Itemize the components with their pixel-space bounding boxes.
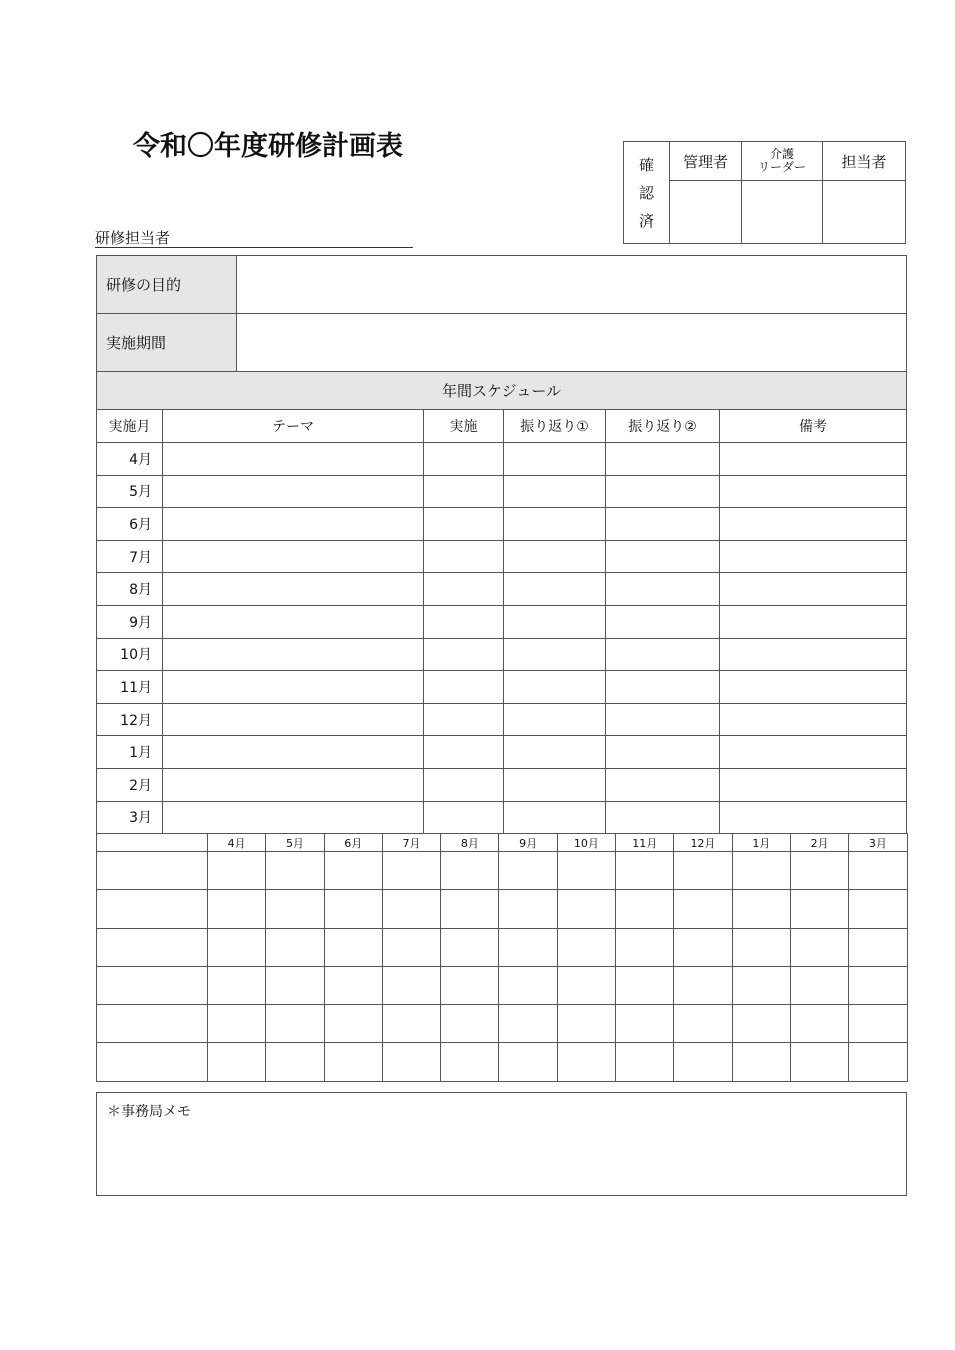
review1-cell[interactable]	[504, 508, 606, 541]
purpose-input[interactable]	[237, 256, 907, 314]
done-cell[interactable]	[424, 475, 504, 508]
grid-cell[interactable]	[208, 966, 266, 1004]
col-header-done: 実施	[424, 410, 504, 443]
grid-cell[interactable]	[499, 1005, 557, 1043]
review2-cell[interactable]	[606, 736, 720, 769]
grid-cell[interactable]	[790, 852, 848, 890]
review1-cell[interactable]	[504, 573, 606, 606]
done-cell[interactable]	[424, 736, 504, 769]
grid-row	[97, 852, 908, 890]
done-cell[interactable]	[424, 801, 504, 834]
schedule-row	[97, 801, 907, 834]
done-cell[interactable]	[424, 540, 504, 573]
grid-month-header: 7月	[382, 834, 440, 852]
grid-month-header: 10月	[557, 834, 615, 852]
theme-cell[interactable]	[163, 736, 424, 769]
notes-cell[interactable]	[720, 703, 907, 736]
grid-cell[interactable]	[732, 1043, 790, 1081]
training-plan-table	[96, 255, 907, 834]
theme-cell[interactable]	[163, 801, 424, 834]
done-cell[interactable]	[424, 768, 504, 801]
month-label: 6月	[97, 508, 163, 541]
review1-cell[interactable]	[504, 605, 606, 638]
grid-cell[interactable]	[674, 1043, 732, 1081]
month-label: 12月	[97, 703, 163, 736]
col-header-review1: 振り返り①	[504, 410, 606, 443]
review1-cell[interactable]	[504, 768, 606, 801]
grid-cell[interactable]	[382, 852, 440, 890]
grid-cell[interactable]	[849, 852, 907, 890]
done-cell[interactable]	[424, 508, 504, 541]
review2-cell[interactable]	[606, 703, 720, 736]
review1-cell[interactable]	[504, 638, 606, 671]
grid-cell[interactable]	[790, 1043, 848, 1081]
grid-cell[interactable]	[208, 1005, 266, 1043]
grid-cell[interactable]	[382, 928, 440, 966]
grid-cell[interactable]	[266, 966, 324, 1004]
memo-box[interactable]	[96, 1092, 907, 1196]
notes-cell[interactable]	[720, 605, 907, 638]
grid-cell[interactable]	[266, 890, 324, 928]
review1-cell[interactable]	[504, 540, 606, 573]
confirmed-label	[624, 142, 670, 244]
grid-cell[interactable]	[208, 852, 266, 890]
theme-cell[interactable]	[163, 443, 424, 476]
review2-cell[interactable]	[606, 508, 720, 541]
grid-month-header: 9月	[499, 834, 557, 852]
grid-cell[interactable]	[557, 966, 615, 1004]
grid-cell[interactable]	[732, 890, 790, 928]
grid-cell[interactable]	[557, 928, 615, 966]
notes-cell[interactable]	[720, 736, 907, 769]
done-cell[interactable]	[424, 605, 504, 638]
grid-cell[interactable]	[441, 852, 499, 890]
grid-cell[interactable]	[557, 1043, 615, 1081]
review2-cell[interactable]	[606, 605, 720, 638]
grid-cell[interactable]	[616, 1043, 674, 1081]
notes-cell[interactable]	[720, 768, 907, 801]
care-leader-stamp-cell[interactable]	[742, 181, 823, 244]
grid-cell[interactable]	[499, 1043, 557, 1081]
schedule-row	[97, 443, 907, 476]
month-label: 1月	[97, 736, 163, 769]
grid-cell[interactable]	[557, 1005, 615, 1043]
approver-staff-header: 担当者	[823, 142, 906, 181]
grid-cell[interactable]	[790, 928, 848, 966]
grid-month-header: 12月	[674, 834, 732, 852]
grid-cell[interactable]	[208, 928, 266, 966]
review2-cell[interactable]	[606, 475, 720, 508]
schedule-row	[97, 671, 907, 704]
schedule-row	[97, 605, 907, 638]
done-cell[interactable]	[424, 671, 504, 704]
grid-row	[97, 966, 908, 1004]
grid-cell[interactable]	[208, 1043, 266, 1081]
col-header-theme: テーマ	[163, 410, 424, 443]
notes-cell[interactable]	[720, 671, 907, 704]
period-input[interactable]	[237, 314, 907, 372]
schedule-row	[97, 508, 907, 541]
month-label: 9月	[97, 605, 163, 638]
grid-cell[interactable]	[732, 852, 790, 890]
review1-cell[interactable]	[504, 671, 606, 704]
month-label: 8月	[97, 573, 163, 606]
schedule-row	[97, 703, 907, 736]
month-label: 5月	[97, 475, 163, 508]
monthly-grid-table	[96, 833, 908, 1082]
month-label: 11月	[97, 671, 163, 704]
grid-cell[interactable]	[382, 890, 440, 928]
grid-cell[interactable]	[266, 1005, 324, 1043]
approval-box	[623, 141, 906, 244]
purpose-label: 研修の目的	[97, 256, 237, 314]
grid-row-label-cell[interactable]	[97, 1043, 208, 1081]
grid-cell[interactable]	[674, 1005, 732, 1043]
notes-cell[interactable]	[720, 638, 907, 671]
grid-cell[interactable]	[266, 852, 324, 890]
staff-stamp-cell[interactable]	[823, 181, 906, 244]
grid-cell[interactable]	[382, 966, 440, 1004]
page-title: 令和〇年度研修計画表	[133, 131, 403, 162]
period-label: 実施期間	[97, 314, 237, 372]
review1-cell[interactable]	[504, 736, 606, 769]
confirmed-char: 認	[638, 183, 654, 202]
theme-cell[interactable]	[163, 508, 424, 541]
grid-cell[interactable]	[616, 966, 674, 1004]
grid-cell[interactable]	[732, 966, 790, 1004]
theme-cell[interactable]	[163, 768, 424, 801]
schedule-row	[97, 573, 907, 606]
grid-row-label-cell[interactable]	[97, 890, 208, 928]
review2-cell[interactable]	[606, 573, 720, 606]
schedule-row	[97, 638, 907, 671]
grid-cell[interactable]	[732, 1005, 790, 1043]
grid-row-label-cell[interactable]	[97, 928, 208, 966]
month-label: 4月	[97, 443, 163, 476]
schedule-row	[97, 736, 907, 769]
theme-cell[interactable]	[163, 703, 424, 736]
memo-label: ＊事務局メモ	[107, 1104, 191, 1120]
grid-cell[interactable]	[266, 928, 324, 966]
grid-cell[interactable]	[441, 890, 499, 928]
schedule-row	[97, 475, 907, 508]
grid-cell[interactable]	[849, 928, 907, 966]
training-person-field[interactable]	[95, 229, 413, 248]
review2-cell[interactable]	[606, 768, 720, 801]
theme-cell[interactable]	[163, 605, 424, 638]
grid-cell[interactable]	[324, 852, 382, 890]
theme-cell[interactable]	[163, 573, 424, 606]
grid-cell[interactable]	[382, 1005, 440, 1043]
grid-cell[interactable]	[849, 966, 907, 1004]
grid-row	[97, 1043, 908, 1081]
grid-month-header: 2月	[790, 834, 848, 852]
confirmed-char: 済	[638, 211, 654, 230]
col-header-month: 実施月	[97, 410, 163, 443]
grid-cell[interactable]	[849, 890, 907, 928]
approver-manager-header: 管理者	[670, 142, 742, 181]
grid-cell[interactable]	[441, 1005, 499, 1043]
grid-cell[interactable]	[441, 1043, 499, 1081]
col-header-notes: 備考	[720, 410, 907, 443]
notes-cell[interactable]	[720, 540, 907, 573]
theme-cell[interactable]	[163, 638, 424, 671]
schedule-row	[97, 768, 907, 801]
approver-care-leader-header: 介護 リーダー	[742, 142, 823, 181]
notes-cell[interactable]	[720, 573, 907, 606]
grid-cell[interactable]	[324, 966, 382, 1004]
grid-row-label-cell[interactable]	[97, 852, 208, 890]
grid-month-header: 6月	[324, 834, 382, 852]
month-label: 7月	[97, 540, 163, 573]
grid-corner-cell	[97, 834, 208, 852]
grid-cell[interactable]	[499, 928, 557, 966]
col-header-review2: 振り返り②	[606, 410, 720, 443]
notes-cell[interactable]	[720, 443, 907, 476]
confirmed-char: 確	[638, 155, 654, 174]
grid-cell[interactable]	[557, 890, 615, 928]
review2-cell[interactable]	[606, 443, 720, 476]
theme-cell[interactable]	[163, 475, 424, 508]
manager-stamp-cell[interactable]	[670, 181, 742, 244]
done-cell[interactable]	[424, 703, 504, 736]
grid-cell[interactable]	[674, 928, 732, 966]
grid-cell[interactable]	[849, 1005, 907, 1043]
done-cell[interactable]	[424, 573, 504, 606]
month-label: 10月	[97, 638, 163, 671]
theme-cell[interactable]	[163, 671, 424, 704]
grid-row-label-cell[interactable]	[97, 966, 208, 1004]
month-label: 2月	[97, 768, 163, 801]
grid-month-header: 8月	[441, 834, 499, 852]
grid-cell[interactable]	[732, 928, 790, 966]
grid-cell[interactable]	[616, 1005, 674, 1043]
grid-cell[interactable]	[674, 852, 732, 890]
grid-cell[interactable]	[674, 890, 732, 928]
grid-row-label-cell[interactable]	[97, 1005, 208, 1043]
theme-cell[interactable]	[163, 540, 424, 573]
grid-cell[interactable]	[382, 1043, 440, 1081]
grid-row	[97, 1005, 908, 1043]
grid-cell[interactable]	[324, 890, 382, 928]
grid-month-header: 11月	[616, 834, 674, 852]
grid-cell[interactable]	[499, 852, 557, 890]
grid-cell[interactable]	[674, 966, 732, 1004]
grid-cell[interactable]	[441, 966, 499, 1004]
month-label: 3月	[97, 801, 163, 834]
grid-cell[interactable]	[324, 1005, 382, 1043]
review1-cell[interactable]	[504, 475, 606, 508]
grid-month-header: 3月	[849, 834, 907, 852]
review1-cell[interactable]	[504, 703, 606, 736]
done-cell[interactable]	[424, 638, 504, 671]
review2-cell[interactable]	[606, 638, 720, 671]
grid-row	[97, 928, 908, 966]
grid-cell[interactable]	[499, 966, 557, 1004]
grid-cell[interactable]	[616, 928, 674, 966]
review1-cell[interactable]	[504, 801, 606, 834]
grid-cell[interactable]	[499, 890, 557, 928]
grid-cell[interactable]	[790, 890, 848, 928]
review1-cell[interactable]	[504, 443, 606, 476]
schedule-row	[97, 540, 907, 573]
grid-cell[interactable]	[441, 928, 499, 966]
grid-cell[interactable]	[790, 1005, 848, 1043]
grid-cell[interactable]	[324, 928, 382, 966]
grid-cell[interactable]	[790, 966, 848, 1004]
notes-cell[interactable]	[720, 475, 907, 508]
notes-cell[interactable]	[720, 801, 907, 834]
grid-cell[interactable]	[208, 890, 266, 928]
grid-cell[interactable]	[616, 852, 674, 890]
grid-month-header: 4月	[208, 834, 266, 852]
grid-row	[97, 890, 908, 928]
review2-cell[interactable]	[606, 540, 720, 573]
review2-cell[interactable]	[606, 801, 720, 834]
grid-cell[interactable]	[324, 1043, 382, 1081]
review2-cell[interactable]	[606, 671, 720, 704]
grid-cell[interactable]	[616, 890, 674, 928]
notes-cell[interactable]	[720, 508, 907, 541]
schedule-title: 年間スケジュール	[97, 372, 907, 410]
done-cell[interactable]	[424, 443, 504, 476]
grid-cell[interactable]	[849, 1043, 907, 1081]
grid-cell[interactable]	[557, 852, 615, 890]
grid-month-header: 1月	[732, 834, 790, 852]
grid-month-header: 5月	[266, 834, 324, 852]
grid-cell[interactable]	[266, 1043, 324, 1081]
training-person-label: 研修担当者	[95, 229, 171, 247]
